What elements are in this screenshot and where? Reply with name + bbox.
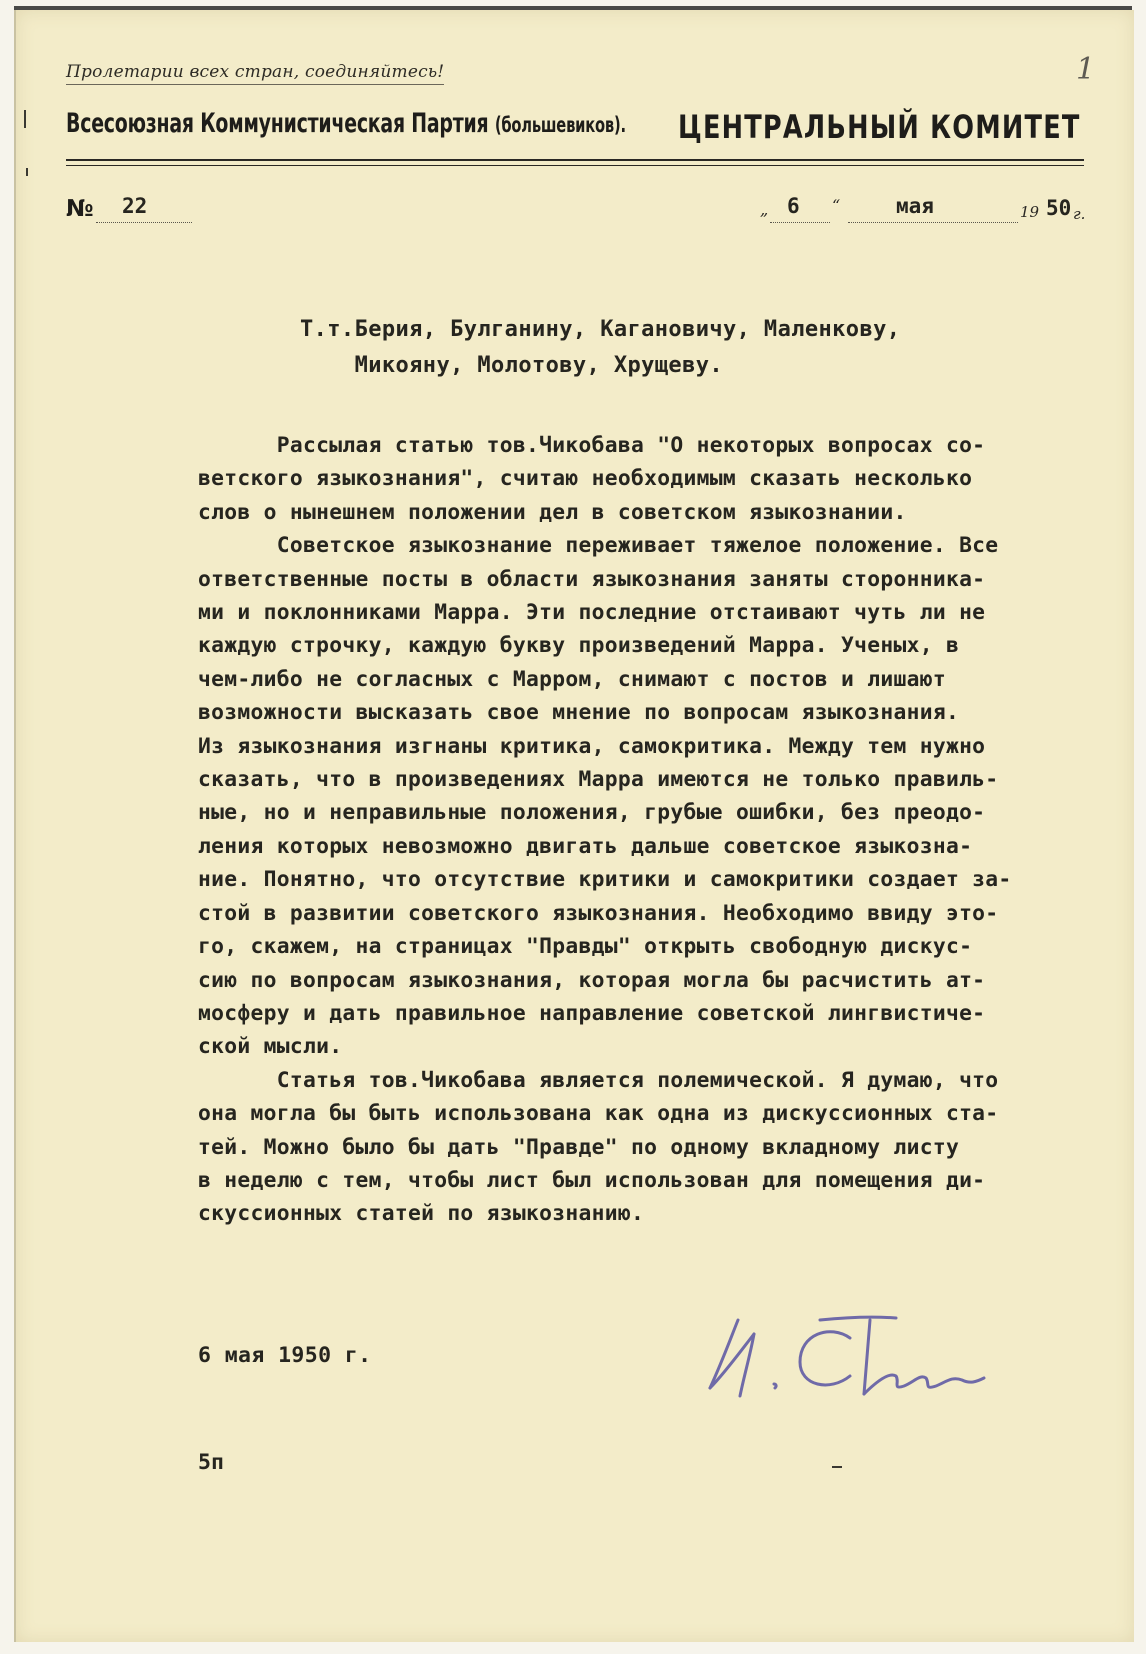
party-name [66,108,626,139]
margin-mark [26,168,28,176]
day-dotted-line [770,221,830,223]
copy-mark: 5п [198,1450,224,1475]
letterhead-rule [66,165,1084,166]
letterhead-rule [66,159,1084,161]
number-label: № [66,196,94,222]
letterhead [66,108,1084,146]
number-dotted-line [96,221,192,223]
month-dotted-line [848,221,1018,223]
signature-date: 6 мая 1950 г. [198,1343,372,1368]
letterhead-slogan: Пролетарии всех стран, соединяйтесь! [66,62,444,85]
date-month: мая [896,194,934,218]
year-abbreviation: г. [1073,205,1086,223]
date-day: 6 [787,194,800,218]
party-name-main: Всесоюзная Коммунистическая Партия [66,108,495,139]
handwritten-signature [700,1300,990,1420]
central-committee-title: ЦЕНТРАЛЬНЫЙ КОМИТЕТ [678,108,1081,146]
letter-body: Рассылая статью тов.Чикобава "О некоторых вопросах со- ветского языкознания", считаю необходимым сказать несколько слов о нынешнем положении дел в советском языкознании. Советское языкознание переживает тяжелое положение. Все ответственные посты в области языкознания заняты сторонника- ми и поклонниками Марра. Эти последние отстаивают чуть ли не каждую строчку, каждую букву произведений Марра. Ученых, в чем-либо не согласных с Марром, снимают с постов и лишают возможности высказать свое мнение по вопросам языкознания. Из языкознания изгнаны критика, самокритика. Между тем нужно сказать, что в произведениях Марра имеются не только правиль- ные, но и неправильные положения, грубые ошибки, без преодо- ления которых невозможно двигать дальше советское языкозна- ние. Понятно, что отсутствие критики и самокритики создает за- стой в развитии советского языкознания. Необходимо ввиду это- го, скажем, на страницах "Правды" открыть свободную дискус- сию по вопросам языкознания, которая могла бы расчистить ат- мосферу и дать правильное направление советской лингвистиче- ской мысли. Статья тов.Чикобава является полемической. Я думаю, что она могла бы быть использована как одна из дискуссионных ста- тей. Можно было бы дать "Правде" по одному вкладному листу в неделю с тем, чтобы лист был использован для помещения ди- скуссионных статей по языкознанию. [198,433,1012,1227]
document-number: 22 [122,194,148,218]
archive-page-number: 1 [1076,52,1096,87]
party-name-parenthetical: (большевиков). [494,113,626,137]
addressee-line: Т.т.Берия, Булганину, Кагановичу, Маленкову, Микояну, Молотову, Хрущеву. [300,317,901,378]
year-suffix: 50 [1046,196,1072,220]
margin-mark [832,1466,842,1468]
date-close-quote: “ [832,196,841,215]
margin-mark [24,110,26,128]
year-prefix: 19 [1020,203,1040,221]
date-open-quote: „ [760,200,769,219]
